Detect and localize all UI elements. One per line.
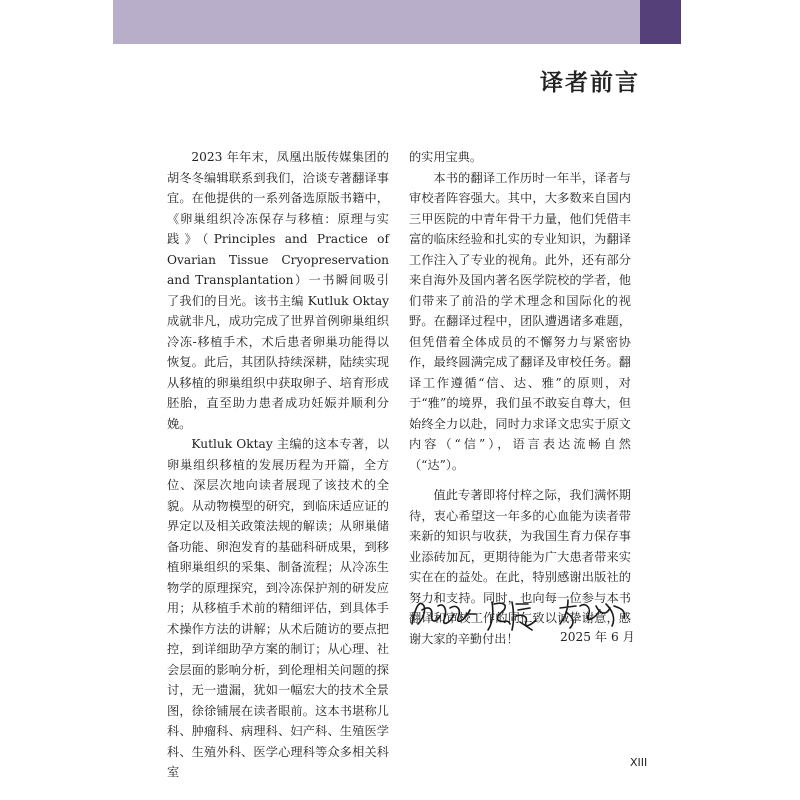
paragraph-book-overview: Kutluk Oktay 主编的这本专著，以卵巢组织移植的发展历程为开篇，全方位、深层次地向读者展现了该技术的全貌。从动物模型的研究，到临床适应证的界定以及相关政策法规的解读；从卵巢储备功能、卵泡发育的基础科研成果，到移植卵巢组织的采集、制备流程；从冷冻生物学的原理探究，到冷冻保护剂的研发应用；从移植手术前的精细评估，到具体手术操作方法的讲解；从术后随访的要点把控，到详细助孕方案的制订；从心理、社会层面的影响分析，到伦理相关问题的探讨，无一遗漏，犹如一幅宏大的技术全景图，徐徐铺展在读者眼前。这本书堪称儿科、肿瘤科、病理科、妇产科、生殖医学科、生殖外科、医学心理科等众多相关科室 [167, 437, 389, 779]
page-number: XIII [630, 756, 648, 769]
header-band [113, 0, 681, 44]
paragraph-translation-work: 本书的翻译工作历时一年半，译者与审校者阵容强大。其中，大多数来自国内三甲医院的中青年骨干力量，他们凭借丰富的临床经验和扎实的专业知识，为翻译工作注入了专业的视角。此外，还有部分来自海外及国内著名医学院校的学者，他们带来了前沿的学术理念和国际化的视野。在翻译过程中，团队遭遇诸多难题，但凭借着全体成员的不懈努力与紧密协作，最终圆满完成了翻译及审校任务。翻译工作遵循“信、达、雅”的原则，对于“雅”的境界，我们虽不敢妄自尊大，但始终全力以赴，同时力求译文忠实于原文内容（“信”），语言表达流畅自然（“达”）。 [409, 170, 631, 472]
page-title: 译者前言 [540, 70, 640, 96]
paragraph-continuation: 的实用宝典。 [409, 150, 483, 164]
header-band-accent [640, 0, 681, 44]
signature-1 [412, 603, 476, 624]
right-column [409, 147, 631, 649]
date-line: 2025 年 6 月 [560, 630, 635, 644]
signature-2 [488, 602, 536, 630]
paragraph-acknowledgement: 值此专著即将付梓之际，我们满怀期待，衷心希望这一年多的心血能为读者带来新的知识与收获，为我国生育力保存事业添砖加瓦，更期待能为广大患者带来实实在在的益处。在此，特别感谢出版社的努力和支持。同时，也向每一位参与本书翻译和审校工作的同仁致以诚挚谢意，感谢大家的辛勤付出！ [409, 488, 631, 646]
left-column [167, 147, 389, 783]
paragraph-intro: 2023 年年末，凤凰出版传媒集团的胡冬冬编辑联系到我们，洽谈专著翻译事宜。在他提供的一系列备选原版书籍中，《卵巢组织冷冻保存与移植：原理与实践》（Principles and Practice of Ovarian Tissue Cryopreservation and Transplantation）一书瞬间吸引了我们的目光。该书主编 Kutluk Oktay 成就非凡，成功完成了世界首例卵巢组织冷冻-移植手术，术后患者卵巢功能得以恢复。此后，其团队持续深耕，陆续实现从移植的卵巢组织中获取卵子、培育形成胚胎，直至助力患者成功妊娠并顺利分娩。 [167, 150, 389, 431]
signature-3 [560, 600, 624, 628]
